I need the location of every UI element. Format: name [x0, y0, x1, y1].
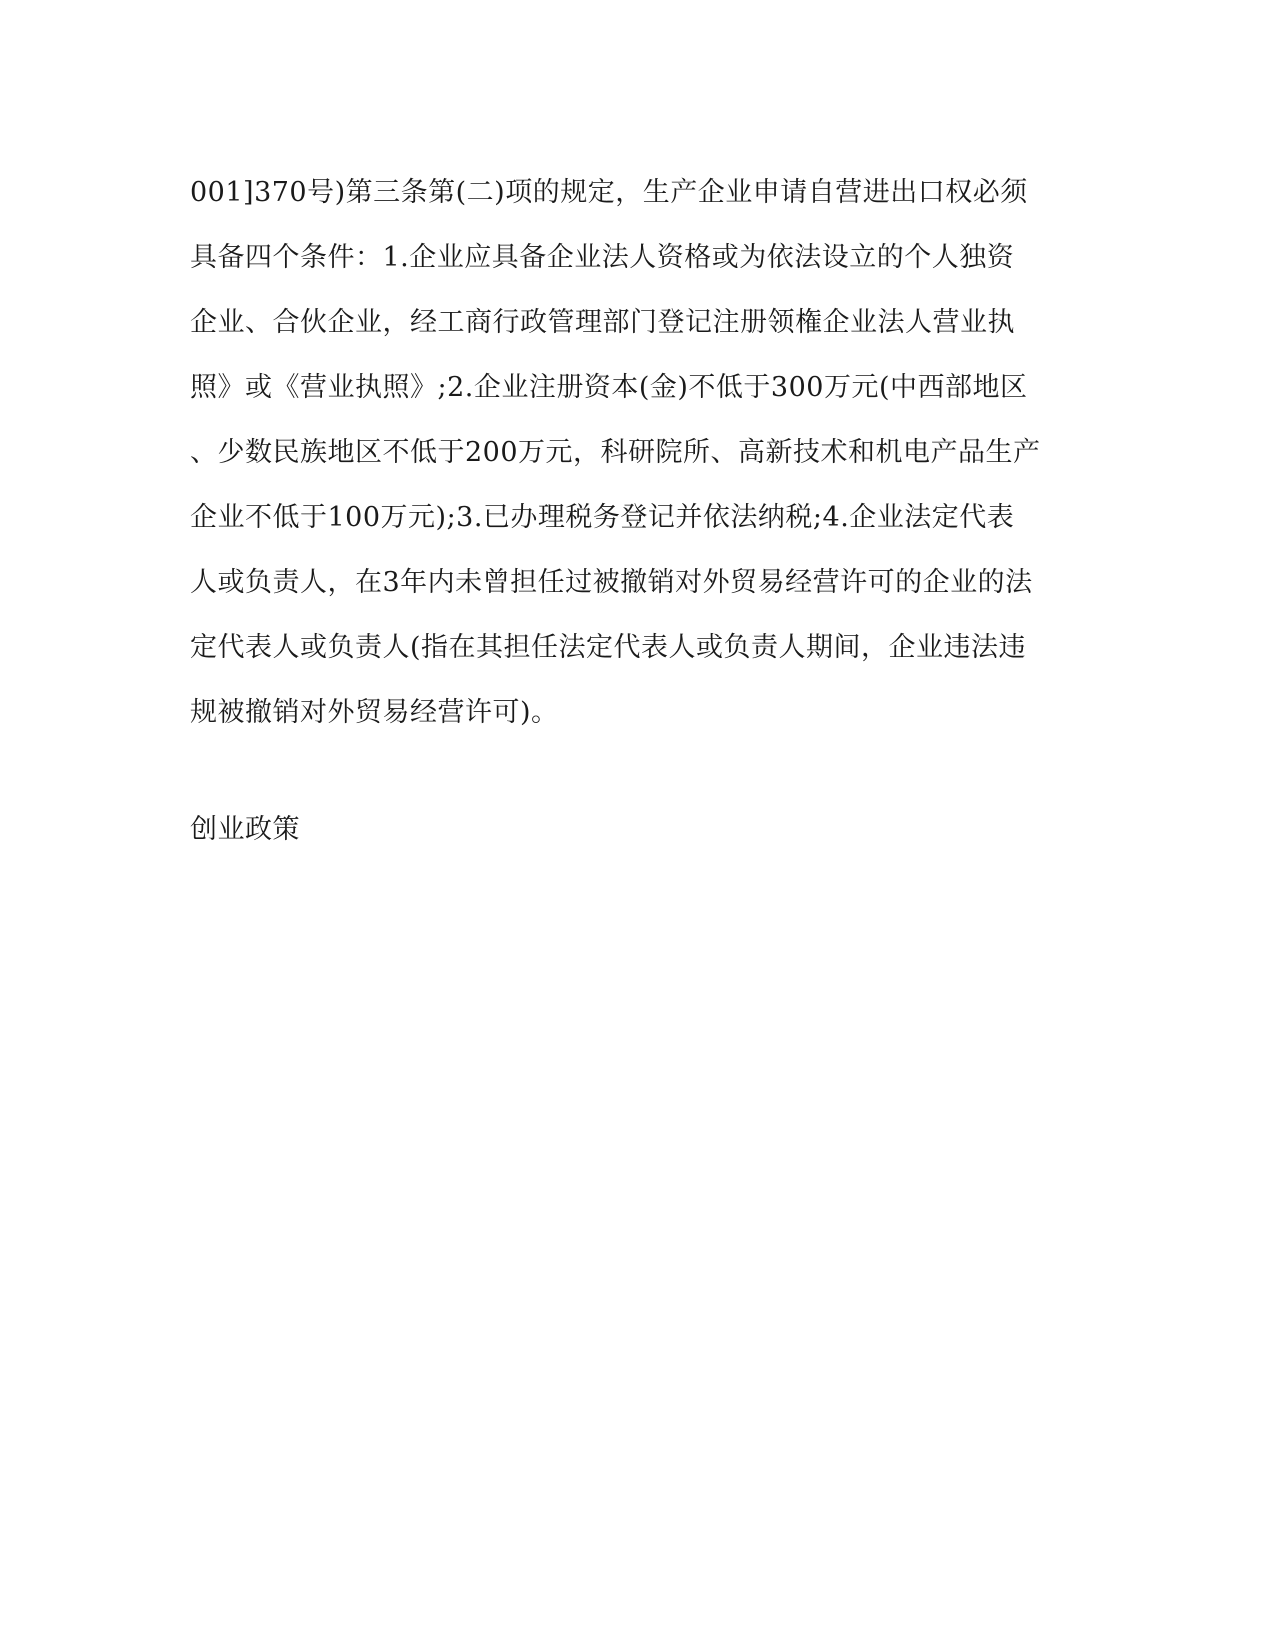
paragraph-line: 企业、合伙企业，经工商行政管理部门登记注册领権企业法人营业执	[190, 307, 1015, 338]
paragraph-line: 、少数民族地区不低于200万元，科研院所、高新技术和机电产品生产	[190, 437, 1041, 468]
paragraph-line: 企业不低于100万元);3.已办理税务登记并依法纳税;4.企业法定代表	[190, 502, 1015, 533]
paragraph-line: 定代表人或负责人(指在其担任法定代表人或负责人期间，企业违法违	[190, 632, 1027, 663]
section-heading: 创业政策	[190, 814, 300, 845]
paragraph-line: 001]370号)第三条第(二)项的规定，生产企业申请自营进出口权必须	[190, 177, 1028, 208]
paragraph-line: 人或负责人，在3年内未曾担任过被撤销对外贸易经营许可的企业的法	[190, 567, 1033, 598]
paragraph-line: 具备四个条件：1.企业应具备企业法人资格或为依法设立的个人独资	[190, 242, 1015, 273]
paragraph-line: 规被撤销对外贸易经营许可)。	[190, 697, 559, 728]
paragraph-line: 照》或《营业执照》;2.企业注册资本(金)不低于300万元(中西部地区	[190, 372, 1028, 403]
body-paragraph	[190, 160, 1090, 745]
